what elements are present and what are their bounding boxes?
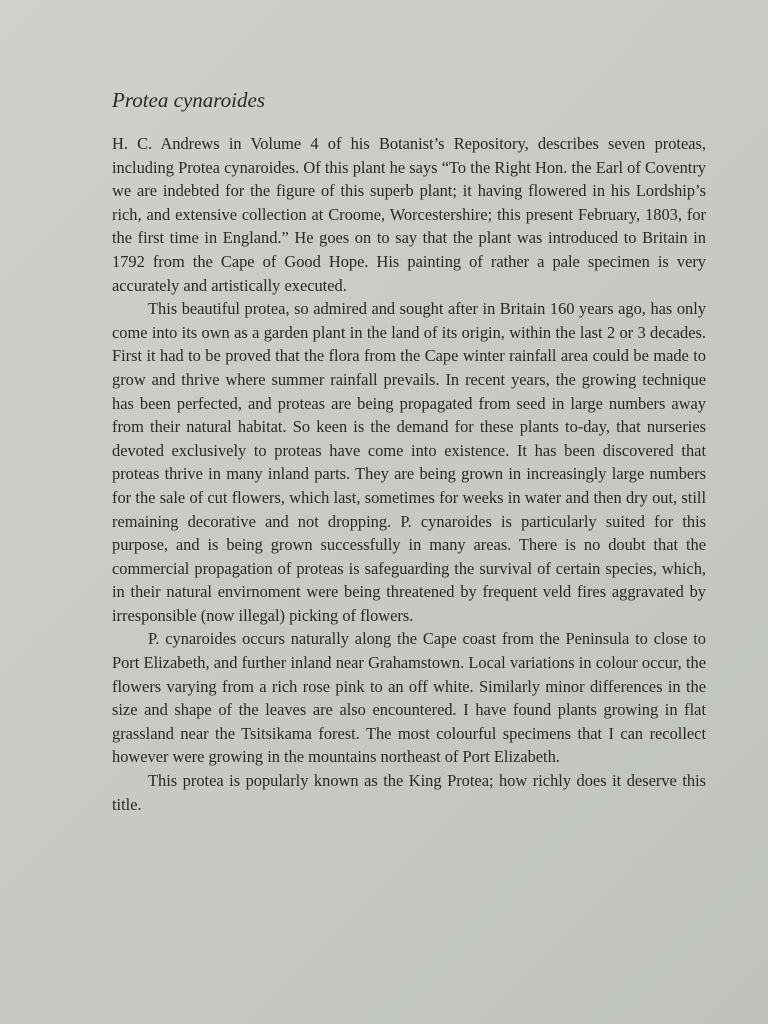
body-text (112, 132, 706, 816)
paragraph-3: P. cynaroides occurs naturally along the Cape coast from the Peninsula to close to Port Elizabeth, and further inland near Grahamstown. Local variations in colour occur, the flowers varying from a rich rose pink to an off white. Similarly minor differences in the size and shape of the leaves are also encountered. I have found plants growing in flat grassland near the Tsitsikama forest. The most colourful specimens that I can recollect however were growing in the mountains northeast of Port Elizabeth. (112, 629, 706, 767)
paragraph-4: This protea is popularly known as the King Protea; how richly does it deserve this title. (112, 771, 706, 814)
paragraph-1: H. C. Andrews in Volume 4 of his Botanist’s Repository, describes seven proteas, including Protea cynaroides. Of this plant he says “To the Right Hon. the Earl of Coventry we are indebted for the figure of this superb plant; it having flowered in his Lordship’s rich, and extensive collection at Croome, Worcestershire; this present February, 1803, for the first time in England.” He goes on to say that the plant was introduced to Britain in 1792 from the Cape of Good Hope. His painting of rather a pale specimen is very accurately and artistically executed. (112, 134, 706, 295)
page-title: Protea cynaroides (112, 88, 265, 112)
paragraph-2: This beautiful protea, so admired and sought after in Britain 160 years ago, has only come into its own as a garden plant in the land of its origin, within the last 2 or 3 decades. First it had to be proved that the flora from the Cape winter rainfall area could be made to grow and thrive where summer rainfall prevails. In recent years, the growing technique has been perfected, and proteas are being propagated from seed in large numbers away from their natural habitat. So keen is the demand for these plants to-day, that nurseries devoted exclusively to proteas have come into existence. It has been discovered that proteas thrive in many inland parts. They are being grown in increasingly large numbers for the sale of cut flowers, which last, sometimes for weeks in water and then dry out, still remaining decorative and not dropping. P. cynaroides is particularly suited for this purpose, and is being grown successfully in many areas. There is no doubt that the commercial propagation of proteas is safeguarding the survival of certain species, which, in their natural envirnoment were being threatened by frequent veld fires aggravated by irresponsible (now illegal) picking of flowers. (112, 299, 706, 625)
